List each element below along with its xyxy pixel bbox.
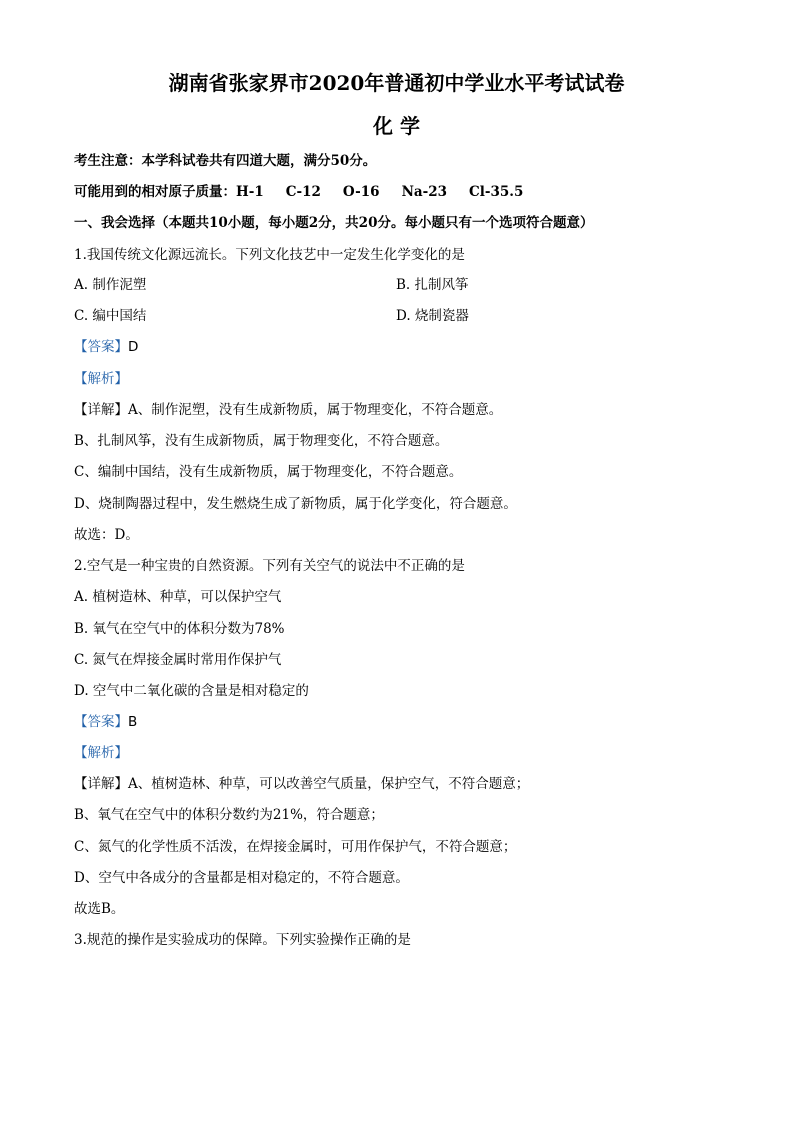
question-2-option-d: D. 空气中二氧化碳的含量是相对稳定的 (74, 683, 309, 699)
question-1-conclusion: 故选：D。 (74, 527, 139, 543)
answer-label: 【答案】 (74, 714, 128, 730)
question-2-detail-4: D、空气中各成分的含量都是相对稳定的，不符合题意。 (74, 870, 409, 886)
question-1-detail-3: C、编制中国结，没有生成新物质，属于物理变化，不符合题意。 (74, 464, 463, 480)
question-1-detail-4: D、烧制陶器过程中，发生燃烧生成了新物质，属于化学变化，符合题意。 (74, 496, 517, 512)
answer-label: 【答案】 (74, 339, 128, 355)
question-1-answer (74, 338, 138, 356)
answer-value: B (128, 714, 138, 730)
question-1-analysis-label: 【解析】 (74, 371, 128, 387)
question-1-option-d: D. 烧制瓷器 (396, 308, 469, 324)
subject-title: 化 学 (373, 114, 420, 138)
question-2-detail-2: B、氧气在空气中的体积分数约为21%，符合题意； (74, 807, 384, 823)
atomic-mass-c: C-12 (285, 184, 321, 200)
question-1-detail-2: B、扎制风筝，没有生成新物质，属于物理变化，不符合题意。 (74, 433, 449, 449)
atomic-mass-o: O-16 (342, 184, 380, 200)
question-2-answer (74, 713, 137, 731)
atomic-masses-label: 可能用到的相对原子质量： (74, 184, 236, 200)
question-2-option-b: B. 氧气在空气中的体积分数为78% (74, 621, 285, 637)
question-3-stem: 3.规范的操作是实验成功的保障。下列实验操作正确的是 (74, 932, 411, 948)
section-one-heading: 一、我会选择（本题共10小题，每小题2分，共20分。每小题只有一个选项符合题意） (74, 215, 594, 231)
question-2-detail-1: 【详解】A、植树造林、种草，可以改善空气质量，保护空气，不符合题意； (74, 776, 530, 792)
exam-notice: 考生注意：本学科试卷共有四道大题，满分50分。 (74, 153, 377, 169)
question-1-stem: 1.我国传统文化源远流长。下列文化技艺中一定发生化学变化的是 (74, 247, 465, 263)
question-1-option-b: B. 扎制风筝 (396, 277, 469, 293)
question-2-detail-3: C、氮气的化学性质不活泼，在焊接金属时，可用作保护气，不符合题意； (74, 839, 517, 855)
question-2-conclusion: 故选B。 (74, 901, 125, 917)
atomic-masses-line (74, 183, 523, 201)
atomic-mass-cl: Cl-35.5 (469, 184, 524, 200)
question-2-option-a: A. 植树造林、种草，可以保护空气 (74, 589, 282, 605)
question-2-option-c: C. 氮气在焊接金属时常用作保护气 (74, 652, 282, 668)
question-2-stem: 2.空气是一种宝贵的自然资源。下列有关空气的说法中不正确的是 (74, 558, 465, 574)
question-1-option-a: A. 制作泥塑 (74, 277, 147, 293)
question-1-option-c: C. 编中国结 (74, 308, 147, 324)
question-1-options-row-2 (74, 307, 724, 325)
exam-title: 湖南省张家界市2020年普通初中学业水平考试试卷 (168, 71, 625, 95)
question-1-options-row-1 (74, 276, 724, 294)
atomic-mass-h: H-1 (236, 184, 264, 200)
question-2-analysis-label: 【解析】 (74, 745, 128, 761)
question-1-detail-1: 【详解】A、制作泥塑，没有生成新物质，属于物理变化，不符合题意。 (74, 402, 503, 418)
answer-value: D (128, 339, 139, 355)
atomic-mass-na: Na-23 (401, 184, 448, 200)
